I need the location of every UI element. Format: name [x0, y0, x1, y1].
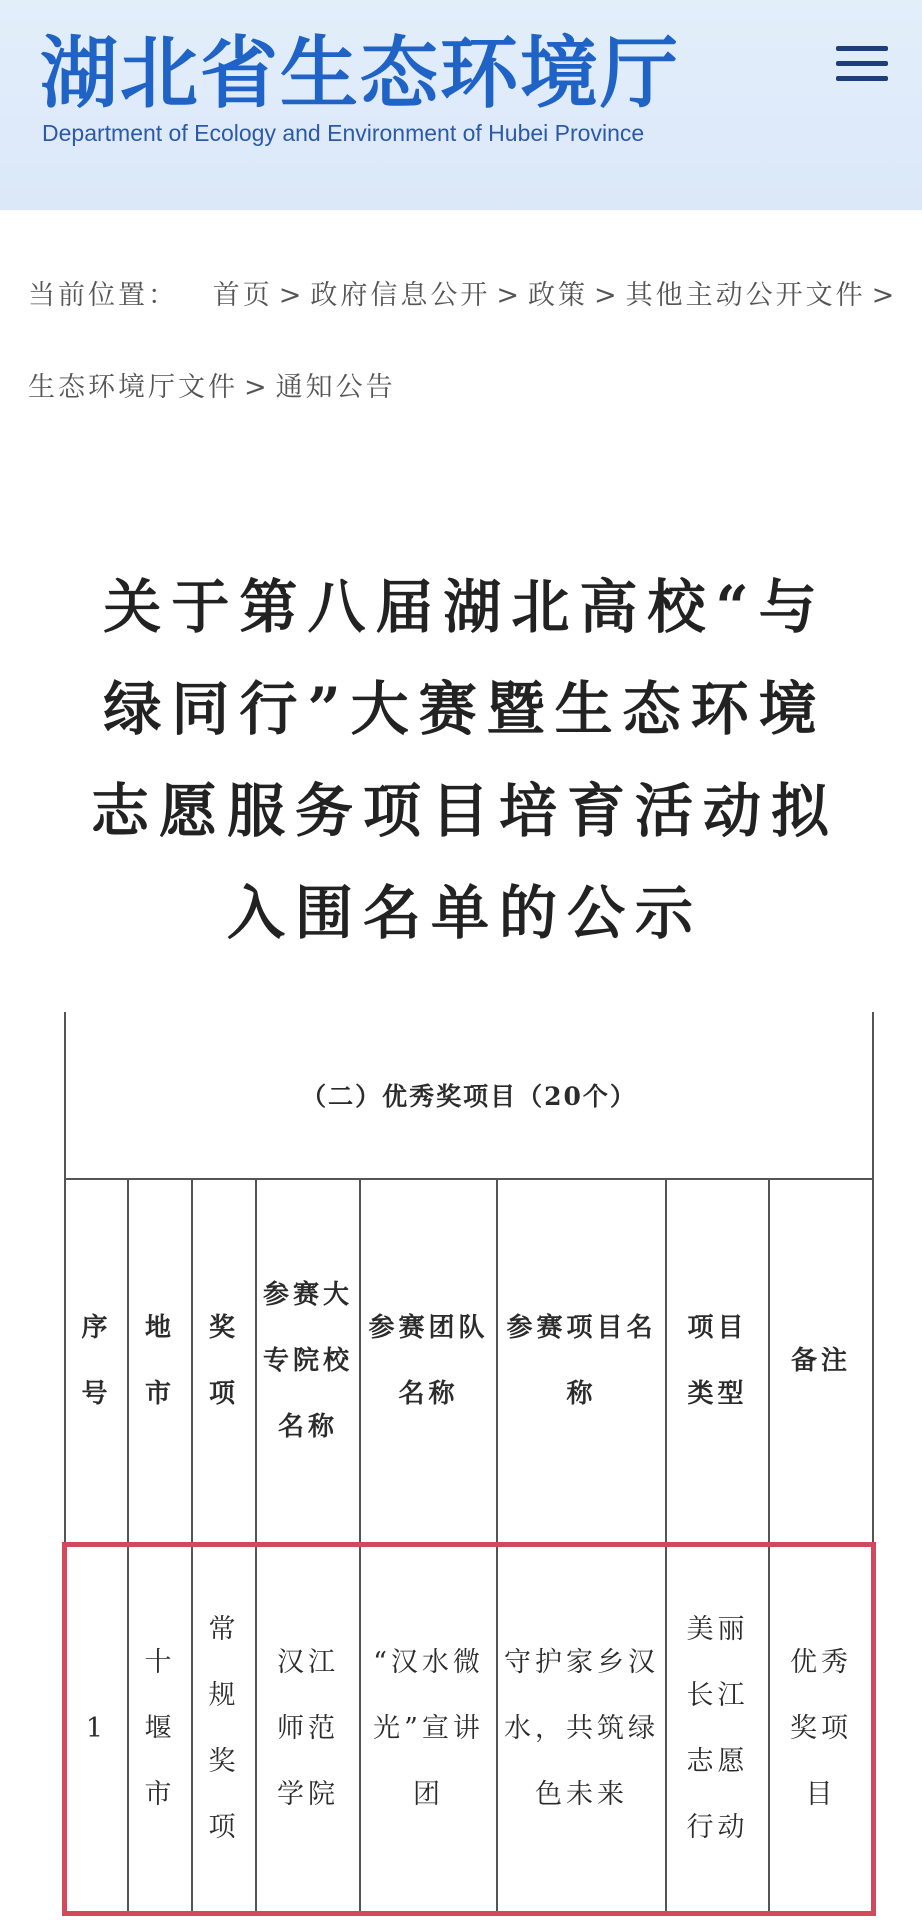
- column-header: 参赛团队名称: [360, 1179, 497, 1543]
- column-header: 奖项: [192, 1179, 256, 1543]
- column-header: 序号: [65, 1179, 128, 1543]
- table-cell-index: 1: [65, 1543, 128, 1915]
- breadcrumb-item-other-files[interactable]: 其他主动公开文件: [625, 280, 866, 311]
- breadcrumb-item-gov-info[interactable]: 政府信息公开: [310, 280, 491, 311]
- breadcrumb-separator: >: [594, 280, 620, 311]
- breadcrumb-item-dept-files[interactable]: 生态环境厅文件: [28, 372, 238, 403]
- breadcrumb: [28, 250, 908, 434]
- table-header-row: [65, 1179, 873, 1543]
- hamburger-menu-icon[interactable]: [832, 42, 892, 88]
- table-caption: （二）优秀奖项目（20个）: [65, 1012, 873, 1179]
- site-title[interactable]: 湖北省生态环境厅: [40, 28, 681, 119]
- site-subtitle: Department of Ecology and Environment of Hubei Province: [42, 120, 645, 146]
- breadcrumb-separator: >: [496, 280, 522, 311]
- breadcrumb-item-home[interactable]: 首页: [212, 280, 273, 311]
- breadcrumb-separator: >: [871, 280, 898, 311]
- table-cell-type: 美丽长江志愿行动: [666, 1543, 769, 1915]
- table-cell-team: “汉水微光”宣讲团: [360, 1543, 497, 1915]
- column-header: 备注: [769, 1179, 873, 1543]
- breadcrumb-separator: >: [244, 372, 270, 403]
- table-cell-project: 守护家乡汉水，共筑绿色未来: [497, 1543, 666, 1915]
- breadcrumb-separator: >: [278, 280, 305, 311]
- breadcrumb-item-notices[interactable]: 通知公告: [275, 372, 396, 403]
- breadcrumb-prefix: 当前位置：: [28, 280, 178, 311]
- table-cell-award: 常规奖项: [192, 1543, 256, 1915]
- table-cell-remark: 优秀奖项目: [769, 1543, 873, 1915]
- table-row: [65, 1543, 873, 1915]
- award-table: [64, 1012, 874, 1916]
- column-header: 地市: [128, 1179, 192, 1543]
- site-header: [0, 0, 922, 210]
- column-header: 项目类型: [666, 1179, 769, 1543]
- column-header: 参赛大专院校名称: [256, 1179, 360, 1543]
- breadcrumb-item-policy[interactable]: 政策: [528, 280, 588, 311]
- document-title: 关于第八届湖北高校“与绿同行”大赛暨生态环境志愿服务项目培育活动拟入围名单的公示: [90, 573, 839, 947]
- table-cell-city: 十堰市: [128, 1543, 192, 1915]
- table-cell-school: 汉江师范学院: [256, 1543, 360, 1915]
- column-header: 参赛项目名称: [497, 1179, 666, 1543]
